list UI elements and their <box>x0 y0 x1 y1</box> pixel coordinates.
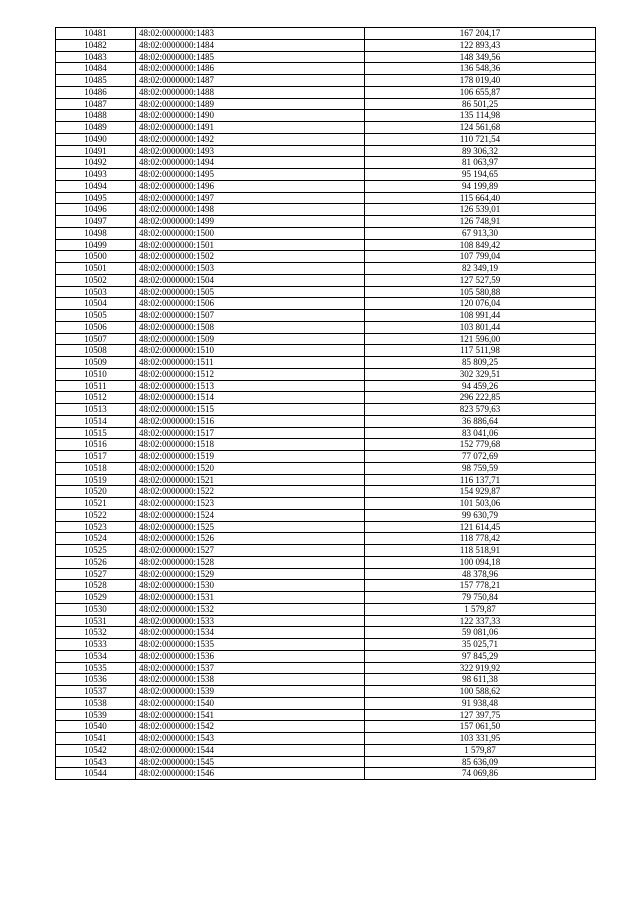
cadastral-value-cell: 59 081,06 <box>365 627 596 639</box>
table-row <box>56 51 596 63</box>
cadastral-number-cell: 48:02:0000000:1521 <box>136 474 365 486</box>
cadastral-number-cell: 48:02:0000000:1538 <box>136 674 365 686</box>
cadastral-number-cell: 48:02:0000000:1532 <box>136 603 365 615</box>
row-number-cell: 10499 <box>56 239 136 251</box>
table-body <box>56 28 596 780</box>
cadastral-value-cell: 118 518,91 <box>365 545 596 557</box>
cadastral-number-cell: 48:02:0000000:1486 <box>136 63 365 75</box>
table-row <box>56 298 596 310</box>
row-number-cell: 10513 <box>56 404 136 416</box>
cadastral-number-cell: 48:02:0000000:1516 <box>136 415 365 427</box>
cadastral-number-cell: 48:02:0000000:1494 <box>136 157 365 169</box>
cadastral-number-cell: 48:02:0000000:1519 <box>136 451 365 463</box>
row-number-cell: 10493 <box>56 169 136 181</box>
cadastral-value-cell: 122 337,33 <box>365 615 596 627</box>
table-row <box>56 509 596 521</box>
row-number-cell: 10484 <box>56 63 136 75</box>
row-number-cell: 10490 <box>56 133 136 145</box>
cadastral-value-cell: 122 893,43 <box>365 39 596 51</box>
cadastral-value-cell: 296 222,85 <box>365 392 596 404</box>
cadastral-value-cell: 97 845,29 <box>365 650 596 662</box>
table-row <box>56 639 596 651</box>
cadastral-value-cell: 103 331,95 <box>365 733 596 745</box>
table-row <box>56 86 596 98</box>
table-row <box>56 227 596 239</box>
table-row <box>56 462 596 474</box>
table-row <box>56 204 596 216</box>
cadastral-number-cell: 48:02:0000000:1503 <box>136 263 365 275</box>
cadastral-value-cell: 48 378,96 <box>365 568 596 580</box>
table-row <box>56 674 596 686</box>
table-row <box>56 28 596 40</box>
row-number-cell: 10538 <box>56 697 136 709</box>
table-row <box>56 239 596 251</box>
table-row <box>56 756 596 768</box>
cadastral-number-cell: 48:02:0000000:1505 <box>136 286 365 298</box>
cadastral-value-cell: 94 199,89 <box>365 180 596 192</box>
table-row <box>56 216 596 228</box>
cadastral-number-cell: 48:02:0000000:1525 <box>136 521 365 533</box>
cadastral-number-cell: 48:02:0000000:1517 <box>136 427 365 439</box>
row-number-cell: 10540 <box>56 721 136 733</box>
cadastral-number-cell: 48:02:0000000:1509 <box>136 333 365 345</box>
cadastral-value-cell: 115 664,40 <box>365 192 596 204</box>
cadastral-number-cell: 48:02:0000000:1531 <box>136 592 365 604</box>
cadastral-value-cell: 302 329,51 <box>365 368 596 380</box>
row-number-cell: 10531 <box>56 615 136 627</box>
row-number-cell: 10539 <box>56 709 136 721</box>
table-row <box>56 192 596 204</box>
cadastral-value-cell: 81 063,97 <box>365 157 596 169</box>
table-row <box>56 486 596 498</box>
row-number-cell: 10521 <box>56 498 136 510</box>
row-number-cell: 10501 <box>56 263 136 275</box>
cadastral-number-cell: 48:02:0000000:1512 <box>136 368 365 380</box>
row-number-cell: 10526 <box>56 556 136 568</box>
cadastral-value-cell: 82 349,19 <box>365 263 596 275</box>
cadastral-number-cell: 48:02:0000000:1530 <box>136 580 365 592</box>
table-row <box>56 263 596 275</box>
row-number-cell: 10535 <box>56 662 136 674</box>
table-row <box>56 439 596 451</box>
table-row <box>56 498 596 510</box>
cadastral-number-cell: 48:02:0000000:1535 <box>136 639 365 651</box>
row-number-cell: 10529 <box>56 592 136 604</box>
table-row <box>56 662 596 674</box>
cadastral-number-cell: 48:02:0000000:1518 <box>136 439 365 451</box>
cadastral-value-cell: 106 655,87 <box>365 86 596 98</box>
row-number-cell: 10543 <box>56 756 136 768</box>
table-row <box>56 545 596 557</box>
row-number-cell: 10522 <box>56 509 136 521</box>
table-row <box>56 427 596 439</box>
row-number-cell: 10497 <box>56 216 136 228</box>
table-row <box>56 145 596 157</box>
cadastral-value-cell: 126 748,91 <box>365 216 596 228</box>
cadastral-value-cell: 79 750,84 <box>365 592 596 604</box>
row-number-cell: 10506 <box>56 321 136 333</box>
cadastral-number-cell: 48:02:0000000:1526 <box>136 533 365 545</box>
table-row <box>56 63 596 75</box>
row-number-cell: 10495 <box>56 192 136 204</box>
cadastral-value-cell: 85 636,09 <box>365 756 596 768</box>
cadastral-number-cell: 48:02:0000000:1488 <box>136 86 365 98</box>
cadastral-value-cell: 83 041,06 <box>365 427 596 439</box>
cadastral-number-cell: 48:02:0000000:1527 <box>136 545 365 557</box>
cadastral-value-cell: 108 849,42 <box>365 239 596 251</box>
cadastral-number-cell: 48:02:0000000:1484 <box>136 39 365 51</box>
row-number-cell: 10504 <box>56 298 136 310</box>
cadastral-value-cell: 127 397,75 <box>365 709 596 721</box>
row-number-cell: 10486 <box>56 86 136 98</box>
cadastral-value-cell: 118 778,42 <box>365 533 596 545</box>
row-number-cell: 10542 <box>56 744 136 756</box>
row-number-cell: 10534 <box>56 650 136 662</box>
row-number-cell: 10507 <box>56 333 136 345</box>
cadastral-value-cell: 100 588,62 <box>365 686 596 698</box>
cadastral-value-cell: 74 069,86 <box>365 768 596 780</box>
row-number-cell: 10508 <box>56 345 136 357</box>
row-number-cell: 10541 <box>56 733 136 745</box>
table-row <box>56 744 596 756</box>
cadastral-value-cell: 91 938,48 <box>365 697 596 709</box>
cadastral-value-cell: 67 913,30 <box>365 227 596 239</box>
table-row <box>56 404 596 416</box>
cadastral-number-cell: 48:02:0000000:1541 <box>136 709 365 721</box>
row-number-cell: 10516 <box>56 439 136 451</box>
cadastral-number-cell: 48:02:0000000:1543 <box>136 733 365 745</box>
row-number-cell: 10489 <box>56 122 136 134</box>
cadastral-number-cell: 48:02:0000000:1508 <box>136 321 365 333</box>
table-row <box>56 568 596 580</box>
cadastral-number-cell: 48:02:0000000:1504 <box>136 274 365 286</box>
cadastral-number-cell: 48:02:0000000:1544 <box>136 744 365 756</box>
cadastral-number-cell: 48:02:0000000:1490 <box>136 110 365 122</box>
cadastral-value-cell: 116 137,71 <box>365 474 596 486</box>
cadastral-number-cell: 48:02:0000000:1510 <box>136 345 365 357</box>
cadastral-value-cell: 110 721,54 <box>365 133 596 145</box>
table-row <box>56 180 596 192</box>
cadastral-number-cell: 48:02:0000000:1500 <box>136 227 365 239</box>
table-row <box>56 333 596 345</box>
table-row <box>56 169 596 181</box>
cadastral-number-cell: 48:02:0000000:1520 <box>136 462 365 474</box>
cadastral-value-cell: 103 801,44 <box>365 321 596 333</box>
cadastral-value-cell: 86 501,25 <box>365 98 596 110</box>
cadastral-value-cell: 823 579,63 <box>365 404 596 416</box>
row-number-cell: 10502 <box>56 274 136 286</box>
table-row <box>56 592 596 604</box>
cadastral-value-cell: 35 025,71 <box>365 639 596 651</box>
table-row <box>56 603 596 615</box>
cadastral-number-cell: 48:02:0000000:1483 <box>136 28 365 40</box>
row-number-cell: 10524 <box>56 533 136 545</box>
cadastral-value-cell: 157 061,50 <box>365 721 596 733</box>
row-number-cell: 10533 <box>56 639 136 651</box>
cadastral-number-cell: 48:02:0000000:1513 <box>136 380 365 392</box>
row-number-cell: 10536 <box>56 674 136 686</box>
cadastral-number-cell: 48:02:0000000:1534 <box>136 627 365 639</box>
table-row <box>56 133 596 145</box>
row-number-cell: 10485 <box>56 75 136 87</box>
cadastral-value-cell: 98 611,38 <box>365 674 596 686</box>
cadastral-number-cell: 48:02:0000000:1493 <box>136 145 365 157</box>
cadastral-number-cell: 48:02:0000000:1495 <box>136 169 365 181</box>
table-row <box>56 345 596 357</box>
row-number-cell: 10517 <box>56 451 136 463</box>
cadastral-number-cell: 48:02:0000000:1539 <box>136 686 365 698</box>
cadastral-number-cell: 48:02:0000000:1536 <box>136 650 365 662</box>
cadastral-number-cell: 48:02:0000000:1501 <box>136 239 365 251</box>
table-row <box>56 615 596 627</box>
cadastral-number-cell: 48:02:0000000:1529 <box>136 568 365 580</box>
cadastral-number-cell: 48:02:0000000:1492 <box>136 133 365 145</box>
cadastral-value-cell: 322 919,92 <box>365 662 596 674</box>
row-number-cell: 10482 <box>56 39 136 51</box>
cadastral-number-cell: 48:02:0000000:1491 <box>136 122 365 134</box>
row-number-cell: 10537 <box>56 686 136 698</box>
row-number-cell: 10525 <box>56 545 136 557</box>
cadastral-value-cell: 77 072,69 <box>365 451 596 463</box>
cadastral-number-cell: 48:02:0000000:1498 <box>136 204 365 216</box>
cadastral-value-cell: 117 511,98 <box>365 345 596 357</box>
row-number-cell: 10509 <box>56 357 136 369</box>
row-number-cell: 10544 <box>56 768 136 780</box>
row-number-cell: 10532 <box>56 627 136 639</box>
table-row <box>56 415 596 427</box>
row-number-cell: 10491 <box>56 145 136 157</box>
table-row <box>56 521 596 533</box>
table-row <box>56 122 596 134</box>
cadastral-value-cell: 127 527,59 <box>365 274 596 286</box>
cadastral-number-cell: 48:02:0000000:1528 <box>136 556 365 568</box>
cadastral-value-cell: 99 630,79 <box>365 509 596 521</box>
cadastral-number-cell: 48:02:0000000:1515 <box>136 404 365 416</box>
cadastral-value-cell: 1 579,87 <box>365 744 596 756</box>
cadastral-value-table <box>55 27 596 780</box>
table-row <box>56 580 596 592</box>
cadastral-value-cell: 178 019,40 <box>365 75 596 87</box>
row-number-cell: 10487 <box>56 98 136 110</box>
cadastral-number-cell: 48:02:0000000:1537 <box>136 662 365 674</box>
row-number-cell: 10510 <box>56 368 136 380</box>
row-number-cell: 10519 <box>56 474 136 486</box>
cadastral-number-cell: 48:02:0000000:1524 <box>136 509 365 521</box>
table-row <box>56 721 596 733</box>
cadastral-number-cell: 48:02:0000000:1522 <box>136 486 365 498</box>
table-row <box>56 98 596 110</box>
table-row <box>56 556 596 568</box>
row-number-cell: 10505 <box>56 310 136 322</box>
cadastral-value-cell: 36 886,64 <box>365 415 596 427</box>
table-row <box>56 650 596 662</box>
cadastral-number-cell: 48:02:0000000:1514 <box>136 392 365 404</box>
table-row <box>56 310 596 322</box>
table-row <box>56 357 596 369</box>
table-row <box>56 533 596 545</box>
table-row <box>56 474 596 486</box>
cadastral-value-cell: 89 306,32 <box>365 145 596 157</box>
cadastral-number-cell: 48:02:0000000:1545 <box>136 756 365 768</box>
cadastral-number-cell: 48:02:0000000:1487 <box>136 75 365 87</box>
cadastral-value-cell: 100 094,18 <box>365 556 596 568</box>
table-row <box>56 274 596 286</box>
row-number-cell: 10492 <box>56 157 136 169</box>
cadastral-value-cell: 136 548,36 <box>365 63 596 75</box>
table-row <box>56 627 596 639</box>
cadastral-number-cell: 48:02:0000000:1502 <box>136 251 365 263</box>
cadastral-value-cell: 126 539,01 <box>365 204 596 216</box>
row-number-cell: 10483 <box>56 51 136 63</box>
table-row <box>56 321 596 333</box>
cadastral-number-cell: 48:02:0000000:1542 <box>136 721 365 733</box>
table-row <box>56 392 596 404</box>
table-row <box>56 251 596 263</box>
row-number-cell: 10496 <box>56 204 136 216</box>
row-number-cell: 10518 <box>56 462 136 474</box>
row-number-cell: 10514 <box>56 415 136 427</box>
row-number-cell: 10527 <box>56 568 136 580</box>
row-number-cell: 10500 <box>56 251 136 263</box>
row-number-cell: 10528 <box>56 580 136 592</box>
row-number-cell: 10494 <box>56 180 136 192</box>
row-number-cell: 10512 <box>56 392 136 404</box>
table-row <box>56 368 596 380</box>
cadastral-number-cell: 48:02:0000000:1507 <box>136 310 365 322</box>
table-row <box>56 110 596 122</box>
cadastral-number-cell: 48:02:0000000:1533 <box>136 615 365 627</box>
row-number-cell: 10511 <box>56 380 136 392</box>
cadastral-value-cell: 157 778,21 <box>365 580 596 592</box>
cadastral-number-cell: 48:02:0000000:1489 <box>136 98 365 110</box>
cadastral-value-cell: 107 799,04 <box>365 251 596 263</box>
cadastral-number-cell: 48:02:0000000:1499 <box>136 216 365 228</box>
cadastral-value-cell: 95 194,65 <box>365 169 596 181</box>
row-number-cell: 10498 <box>56 227 136 239</box>
cadastral-value-cell: 98 759,59 <box>365 462 596 474</box>
cadastral-value-cell: 108 991,44 <box>365 310 596 322</box>
table-row <box>56 75 596 87</box>
table-row <box>56 451 596 463</box>
table-row <box>56 39 596 51</box>
row-number-cell: 10520 <box>56 486 136 498</box>
cadastral-value-cell: 101 503,06 <box>365 498 596 510</box>
cadastral-number-cell: 48:02:0000000:1546 <box>136 768 365 780</box>
cadastral-number-cell: 48:02:0000000:1506 <box>136 298 365 310</box>
table-row <box>56 697 596 709</box>
cadastral-number-cell: 48:02:0000000:1540 <box>136 697 365 709</box>
row-number-cell: 10488 <box>56 110 136 122</box>
row-number-cell: 10481 <box>56 28 136 40</box>
cadastral-value-cell: 167 204,17 <box>365 28 596 40</box>
table-row <box>56 709 596 721</box>
cadastral-value-cell: 105 580,88 <box>365 286 596 298</box>
cadastral-number-cell: 48:02:0000000:1485 <box>136 51 365 63</box>
cadastral-value-cell: 135 114,98 <box>365 110 596 122</box>
cadastral-number-cell: 48:02:0000000:1523 <box>136 498 365 510</box>
row-number-cell: 10530 <box>56 603 136 615</box>
table-row <box>56 157 596 169</box>
cadastral-value-cell: 1 579,87 <box>365 603 596 615</box>
cadastral-number-cell: 48:02:0000000:1496 <box>136 180 365 192</box>
row-number-cell: 10523 <box>56 521 136 533</box>
row-number-cell: 10515 <box>56 427 136 439</box>
cadastral-value-cell: 121 596,00 <box>365 333 596 345</box>
cadastral-value-cell: 85 809,25 <box>365 357 596 369</box>
cadastral-value-cell: 124 561,68 <box>365 122 596 134</box>
cadastral-number-cell: 48:02:0000000:1497 <box>136 192 365 204</box>
cadastral-value-cell: 148 349,56 <box>365 51 596 63</box>
table-row <box>56 380 596 392</box>
cadastral-value-cell: 121 614,45 <box>365 521 596 533</box>
cadastral-value-cell: 154 929,87 <box>365 486 596 498</box>
cadastral-value-cell: 94 459,26 <box>365 380 596 392</box>
table-row <box>56 768 596 780</box>
cadastral-value-cell: 152 779,68 <box>365 439 596 451</box>
cadastral-value-cell: 120 076,04 <box>365 298 596 310</box>
table-row <box>56 286 596 298</box>
table-row <box>56 733 596 745</box>
table-row <box>56 686 596 698</box>
cadastral-number-cell: 48:02:0000000:1511 <box>136 357 365 369</box>
row-number-cell: 10503 <box>56 286 136 298</box>
